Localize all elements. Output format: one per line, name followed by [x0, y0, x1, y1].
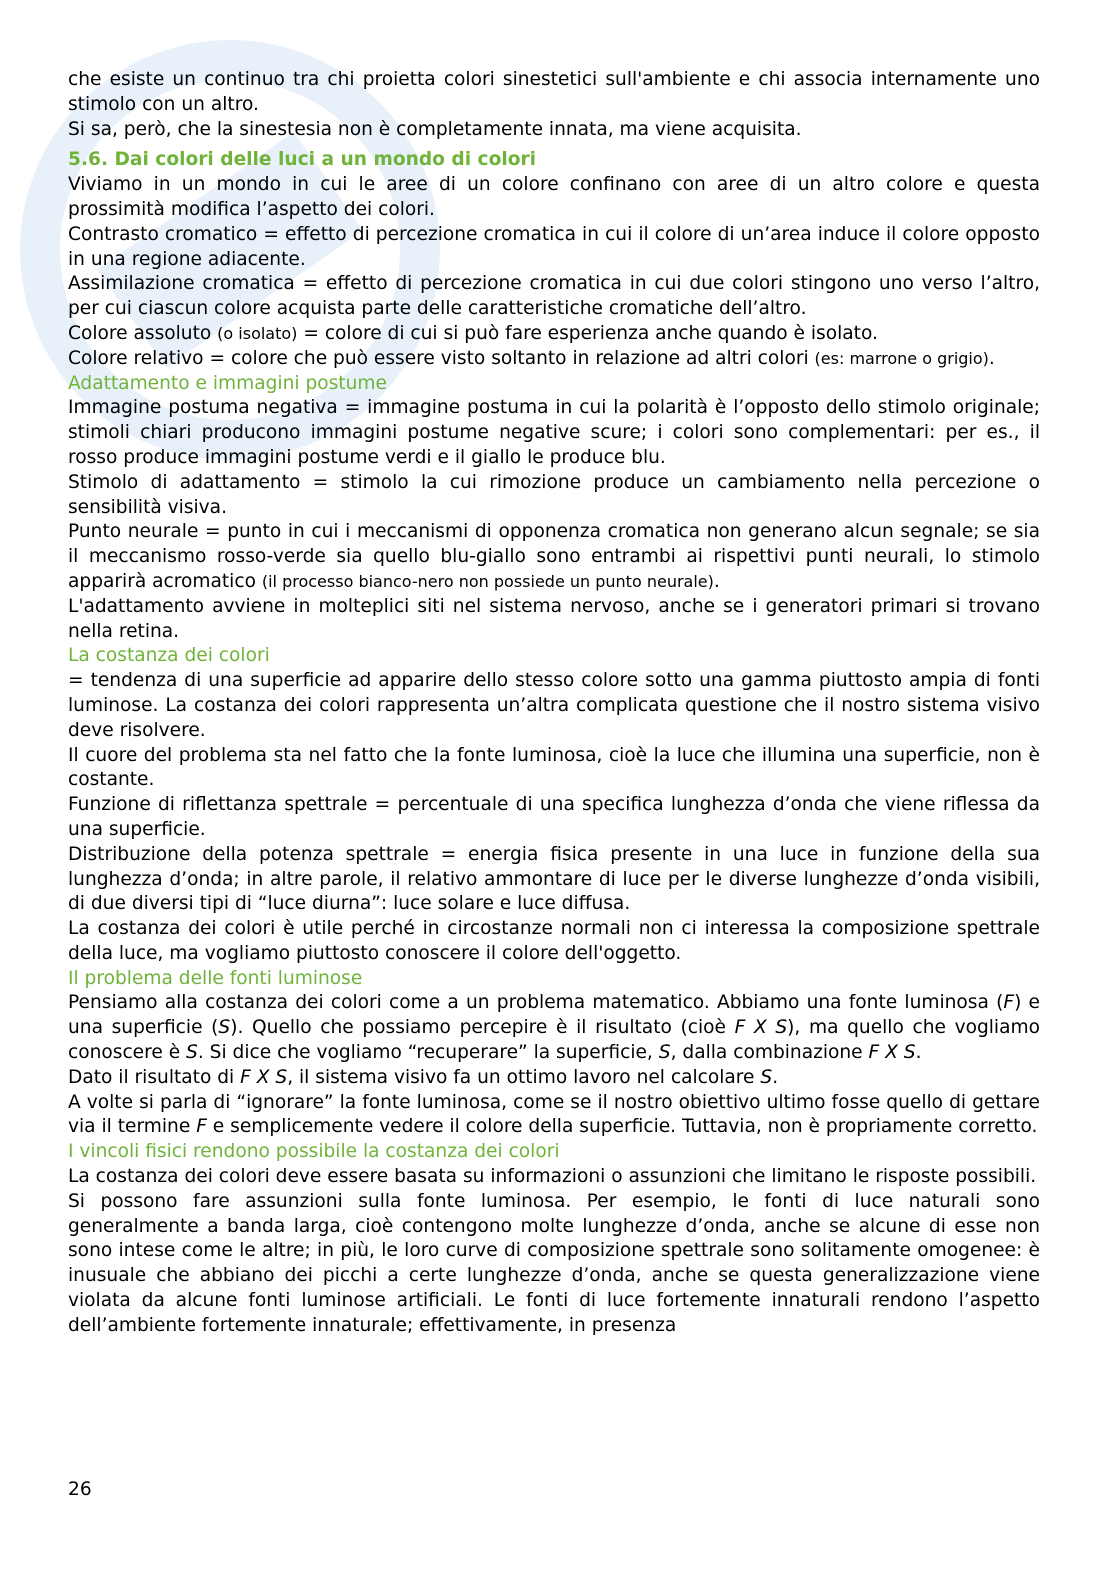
italic-var: S [218, 1017, 231, 1039]
text-run: , il sistema visivo fa un ottimo lavoro nel calcolare [287, 1066, 761, 1088]
paragraph [68, 520, 1040, 594]
text-run: . [988, 347, 995, 369]
italic-var: S [658, 1042, 671, 1064]
paragraph: Distribuzione della potenza spettrale = energia fisica presente in una luce in funzione della sua lunghezza d’onda; in altre parole, il relativo ammontare di luce per le diverse lunghezze d’onda visibili, di due diversi tipi di “luce diurna”: luce solare e luce diffusa. [68, 843, 1040, 915]
text-run: Colore relativo = colore che può essere visto soltanto in relazione ad altri colori [68, 347, 815, 369]
paragraph: Stimolo di adattamento = stimolo la cui rimozione produce un cambiamento nella percezione o sensibilità visiva. [68, 471, 1040, 518]
paragraph: Si possono fare assunzioni sulla fonte luminosa. Per esempio, le fonti di luce naturali sono generalmente a banda larga, cioè contengono molte lunghezze d’onda, anche se alcune di esse non sono intese come le altre; in più, le loro curve di composizione spettrale sono solitamente omogenee: è inusuale che abbiano dei picchi a certe lunghezze d’onda, anche se questa generalizzazione viene violata da alcune fonti luminose artificiali. Le fonti di luce fortemente innaturali rendono l’aspetto dell’ambiente fortemente innaturale; effettivamente, in presenza [68, 1190, 1040, 1336]
text-run: ) e una superficie ( [68, 992, 1040, 1039]
text-run: . [713, 570, 720, 592]
paragraph [68, 347, 1040, 372]
page-number: 26 [68, 1479, 92, 1500]
paragraph: La costanza dei colori deve essere basata su informazioni o assunzioni che limitano le risposte possibili. [68, 1166, 1037, 1188]
text-run: , dalla combinazione [670, 1042, 869, 1064]
italic-var: S [760, 1066, 773, 1088]
paragraph: Il cuore del problema sta nel fatto che la fonte luminosa, cioè la luce che illumina una superficie, non è costante. [68, 744, 1040, 791]
text-run: Dato il risultato di [68, 1066, 241, 1088]
subsection-title: La costanza dei colori [68, 645, 270, 667]
text-run: . Si dice che vogliamo “recuperare” la superficie, [197, 1042, 659, 1064]
paragraph: che esiste un continuo tra chi proietta colori sinestetici sull'ambiente e chi associa internamente uno stimolo con un altro. [68, 69, 1040, 115]
text-run: Colore assoluto [68, 322, 218, 344]
paragraph: Funzione di riflettanza spettrale = percentuale di una specifica lunghezza d’onda che viene riflessa da una superficie. [68, 794, 1040, 840]
paragraph: L'adattamento avviene in molteplici siti nel sistema nervoso, anche se i generatori primari si trovano nella retina. [68, 595, 1040, 642]
paragraph: Viviamo in un mondo in cui le aree di un colore confinano con aree di un altro colore e questa prossimità modifica l’aspetto dei colori. [68, 174, 1040, 220]
italic-var: F X S [868, 1042, 916, 1064]
paragraph: La costanza dei colori è utile perché in circostanze normali non ci interessa la composizione spettrale della luce, ma vogliamo piuttosto conoscere il colore dell'oggetto. [68, 918, 1040, 964]
text-run: . [772, 1066, 779, 1088]
paragraph: Si sa, però, che la sinestesia non è completamente innata, ma viene acquisita. [68, 118, 802, 140]
italic-var: F [1003, 992, 1015, 1014]
paragraph: = tendenza di una superficie ad apparire dello stesso colore sotto una gamma piuttosto ampia di fonti luminose. La costanza dei colori rappresenta un’altra complicata questione che il nostro sistema visivo deve risolvere. [68, 670, 1040, 741]
text-run-small: (il processo bianco-nero non possiede un punto neurale) [261, 571, 714, 591]
paragraph [68, 991, 1040, 1065]
paragraph: Assimilazione cromatica = effetto di percezione cromatica in cui due colori stingono uno verso l’altro, per cui ciascun colore acquista parte delle caratteristiche cromatiche dell’altro. [68, 273, 1040, 320]
text-run: Pensiamo alla costanza dei colori come a un problema matematico. Abbiamo una fonte luminosa ( [68, 992, 1004, 1014]
text-run-small: (o isolato) [217, 323, 298, 343]
subsection-title: I vincoli fisici rendono possibile la costanza dei colori [68, 1141, 560, 1163]
text-run-small: (es: marrone o grigio) [814, 348, 989, 368]
italic-var: S [186, 1042, 198, 1064]
paragraph [68, 322, 1040, 347]
paragraph [68, 1091, 1040, 1141]
subsection-title: Adattamento e immagini postume [68, 372, 387, 394]
italic-var: F X S [734, 1017, 788, 1039]
paragraph: Immagine postuma negativa = immagine postuma in cui la polarità è l’opposto dello stimolo originale; stimoli chiari producono immagini postume negative scure; i colori sono complementari: per es., il rosso produce immagini postume verdi e il giallo le produce blu. [68, 397, 1040, 468]
subsection-title: Il problema delle fonti luminose [68, 967, 363, 989]
paragraph: Contrasto cromatico = effetto di percezione cromatica in cui il colore di un’area induce il colore opposto in una regione adiacente. [68, 223, 1040, 270]
text-run: ), ma quello che vogliamo conoscere è [68, 1017, 1040, 1064]
paragraph [68, 1066, 1040, 1091]
section-title: 5.6. Dai colori delle luci a un mondo di colori [68, 149, 537, 171]
text-run: Punto neurale = punto in cui i meccanismi di opponenza cromatica non generano alcun segnale; se sia il meccanismo rosso-verde sia quello blu-giallo sono entrambi ai rispettivi punti neurali, lo stimolo apparirà acromatico [68, 521, 1040, 592]
italic-var: F [196, 1116, 207, 1138]
document-body [68, 68, 1040, 1339]
text-run: ). Quello che possiamo percepire è il risultato (cioè [230, 1017, 735, 1039]
italic-var: F X S [240, 1066, 288, 1088]
text-run: e semplicemente vedere il colore della superficie. Tuttavia, non è propriamente corretto. [206, 1116, 1038, 1138]
text-run: = colore di cui si può fare esperienza anche quando è isolato. [297, 322, 878, 344]
text-run: . [915, 1042, 922, 1064]
text-run: A volte si parla di “ignorare” la fonte luminosa, come se il nostro obiettivo ultimo fosse quello di gettare via il termine [68, 1091, 1040, 1138]
